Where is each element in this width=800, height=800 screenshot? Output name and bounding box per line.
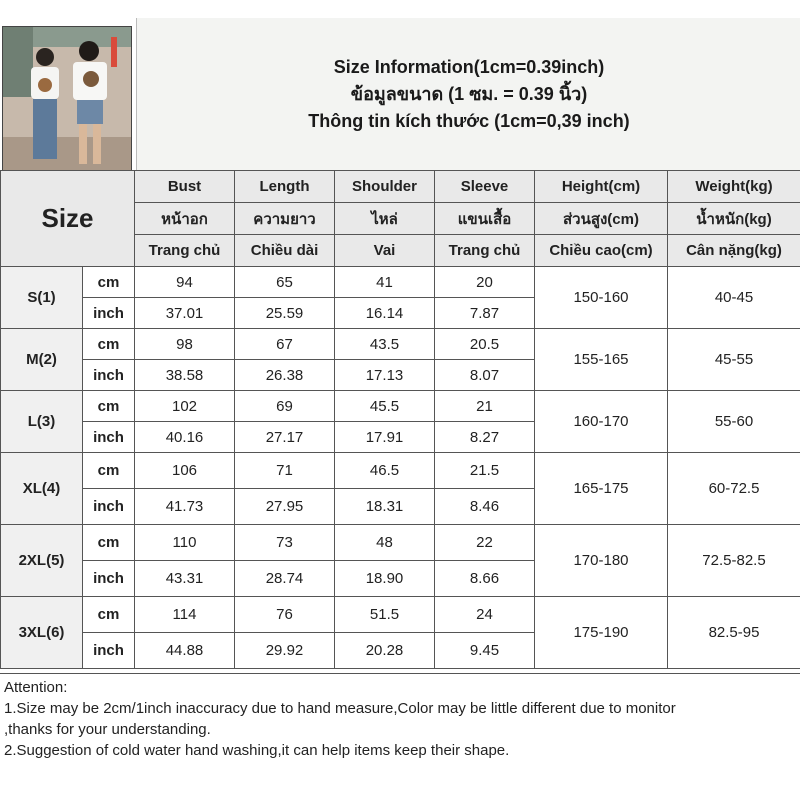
unit-inch: inch (83, 489, 135, 525)
table-row-cm (1, 267, 800, 298)
attention-note-1: 1.Size may be 2cm/1inch inaccuracy due to hand measure,Color may be little different due to monitor (4, 700, 676, 717)
weight-range: 72.5-82.5 (668, 525, 800, 597)
size-label-cell: 2XL(5) (1, 525, 83, 597)
size-label-cell: 3XL(6) (1, 597, 83, 669)
col-header-sleeve-th: แขนเสื้อ (435, 203, 535, 235)
weight-range: 45-55 (668, 329, 800, 391)
length-cm: 73 (235, 525, 335, 561)
table-row-cm (1, 597, 800, 633)
couple-photo-illustration (3, 27, 132, 171)
unit-cm: cm (83, 329, 135, 360)
sleeve-inch: 8.27 (435, 422, 535, 453)
header-row-english (1, 171, 800, 203)
col-header-bust-th: หน้าอก (135, 203, 235, 235)
col-header-height: Height(cm) (535, 171, 668, 203)
unit-cm: cm (83, 597, 135, 633)
title-thai: ข้อมูลขนาด (1 ซม. = 0.39 นิ้ว) (350, 83, 588, 104)
col-header-sleeve: Sleeve (435, 171, 535, 203)
length-inch: 25.59 (235, 298, 335, 329)
sleeve-cm: 22 (435, 525, 535, 561)
shoulder-cm: 45.5 (335, 391, 435, 422)
length-cm: 69 (235, 391, 335, 422)
col-header-weight-vi: Cân nặng(kg) (668, 235, 800, 267)
col-header-height-th: ส่วนสูง(cm) (535, 203, 668, 235)
height-range: 165-175 (535, 453, 668, 525)
bust-cm: 114 (135, 597, 235, 633)
col-header-shoulder-vi: Vai (335, 235, 435, 267)
header (0, 18, 800, 170)
size-label-cell: XL(4) (1, 453, 83, 525)
weight-range: 40-45 (668, 267, 800, 329)
col-header-length-vi: Chiều dài (235, 235, 335, 267)
sleeve-cm: 21.5 (435, 453, 535, 489)
col-header-weight: Weight(kg) (668, 171, 800, 203)
sleeve-inch: 8.66 (435, 561, 535, 597)
sleeve-cm: 20.5 (435, 329, 535, 360)
col-header-shoulder: Shoulder (335, 171, 435, 203)
shoulder-inch: 18.90 (335, 561, 435, 597)
sleeve-cm: 20 (435, 267, 535, 298)
height-range: 160-170 (535, 391, 668, 453)
size-label-cell: M(2) (1, 329, 83, 391)
shoulder-cm: 51.5 (335, 597, 435, 633)
bust-cm: 98 (135, 329, 235, 360)
col-header-length-th: ความยาว (235, 203, 335, 235)
height-range: 150-160 (535, 267, 668, 329)
attention-note-2: 2.Suggestion of cold water hand washing,it can help items keep their shape. (4, 742, 510, 759)
length-cm: 67 (235, 329, 335, 360)
shoulder-inch: 17.13 (335, 360, 435, 391)
length-cm: 71 (235, 453, 335, 489)
shoulder-cm: 48 (335, 525, 435, 561)
unit-cm: cm (83, 267, 135, 298)
length-cm: 65 (235, 267, 335, 298)
height-range: 175-190 (535, 597, 668, 669)
col-header-bust: Bust (135, 171, 235, 203)
col-header-bust-vi: Trang chủ (135, 235, 235, 267)
unit-inch: inch (83, 422, 135, 453)
bust-inch: 38.58 (135, 360, 235, 391)
shoulder-cm: 41 (335, 267, 435, 298)
col-header-height-vi: Chiều cao(cm) (535, 235, 668, 267)
table-row-cm (1, 525, 800, 561)
attention-notes (0, 673, 800, 800)
sleeve-inch: 8.46 (435, 489, 535, 525)
size-column-label: Size (1, 171, 135, 267)
height-range: 170-180 (535, 525, 668, 597)
height-range: 155-165 (535, 329, 668, 391)
bust-cm: 102 (135, 391, 235, 422)
weight-range: 60-72.5 (668, 453, 800, 525)
sleeve-inch: 9.45 (435, 633, 535, 669)
bust-inch: 37.01 (135, 298, 235, 329)
unit-inch: inch (83, 561, 135, 597)
title-box (136, 18, 800, 170)
sleeve-inch: 7.87 (435, 298, 535, 329)
length-inch: 26.38 (235, 360, 335, 391)
shoulder-inch: 16.14 (335, 298, 435, 329)
sleeve-inch: 8.07 (435, 360, 535, 391)
size-table (0, 170, 800, 669)
bust-inch: 40.16 (135, 422, 235, 453)
unit-inch: inch (83, 298, 135, 329)
attention-note-1-continued: ,thanks for your understanding. (4, 721, 211, 738)
length-inch: 28.74 (235, 561, 335, 597)
shoulder-cm: 43.5 (335, 329, 435, 360)
bust-inch: 43.31 (135, 561, 235, 597)
col-header-weight-th: น้ำหนัก(kg) (668, 203, 800, 235)
col-header-shoulder-th: ไหล่ (335, 203, 435, 235)
unit-inch: inch (83, 633, 135, 669)
length-inch: 29.92 (235, 633, 335, 669)
unit-cm: cm (83, 453, 135, 489)
shoulder-inch: 20.28 (335, 633, 435, 669)
col-header-sleeve-vi: Trang chủ (435, 235, 535, 267)
attention-heading: Attention: (4, 679, 68, 696)
weight-range: 82.5-95 (668, 597, 800, 669)
product-photo (2, 26, 132, 171)
unit-inch: inch (83, 360, 135, 391)
shoulder-inch: 17.91 (335, 422, 435, 453)
bust-inch: 44.88 (135, 633, 235, 669)
table-row-cm (1, 391, 800, 422)
col-header-length: Length (235, 171, 335, 203)
bust-inch: 41.73 (135, 489, 235, 525)
shoulder-cm: 46.5 (335, 453, 435, 489)
bust-cm: 106 (135, 453, 235, 489)
title-english: Size Information(1cm=0.39inch) (333, 56, 605, 77)
title-vietnamese: Thông tin kích thước (1cm=0,39 inch) (308, 110, 630, 131)
table-row-cm (1, 329, 800, 360)
length-inch: 27.17 (235, 422, 335, 453)
size-label-cell: L(3) (1, 391, 83, 453)
bust-cm: 110 (135, 525, 235, 561)
unit-cm: cm (83, 525, 135, 561)
sleeve-cm: 21 (435, 391, 535, 422)
table-row-cm (1, 453, 800, 489)
size-label-cell: S(1) (1, 267, 83, 329)
unit-cm: cm (83, 391, 135, 422)
sleeve-cm: 24 (435, 597, 535, 633)
shoulder-inch: 18.31 (335, 489, 435, 525)
length-cm: 76 (235, 597, 335, 633)
weight-range: 55-60 (668, 391, 800, 453)
length-inch: 27.95 (235, 489, 335, 525)
bust-cm: 94 (135, 267, 235, 298)
